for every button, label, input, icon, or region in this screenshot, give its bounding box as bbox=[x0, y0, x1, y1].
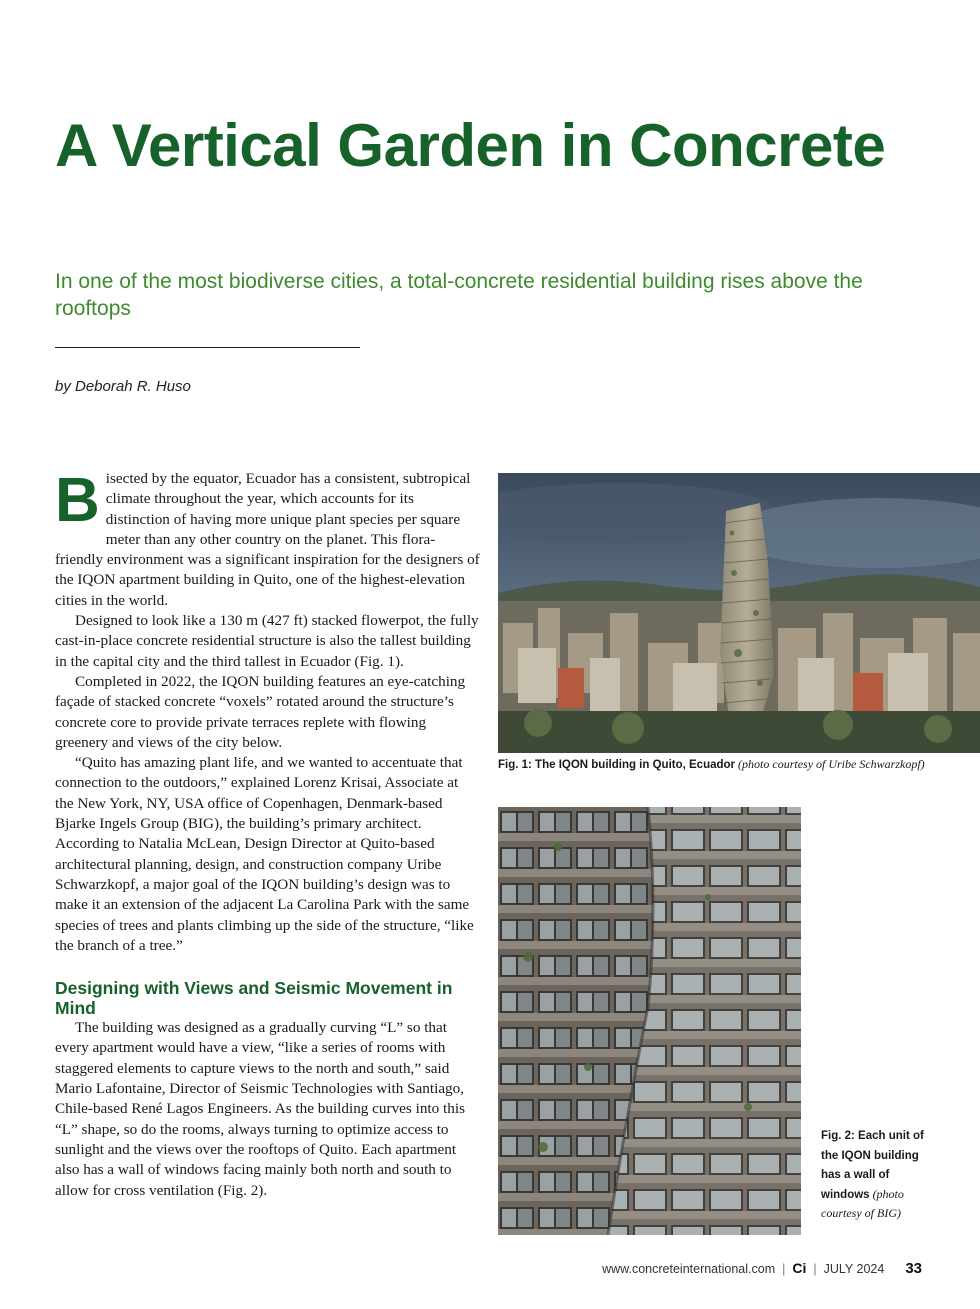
page-footer bbox=[602, 1260, 922, 1277]
figure-1-credit: (photo courtesy of Uribe Schwarzkopf) bbox=[738, 757, 925, 771]
figure-1-label: Fig. 1: The IQON building in Quito, Ecuador bbox=[498, 759, 736, 771]
footer-website: www.concreteinternational.com bbox=[602, 1262, 776, 1276]
page-number: 33 bbox=[905, 1260, 922, 1277]
figure-1-caption bbox=[498, 756, 928, 774]
body-paragraph: Designed to look like a 130 m (427 ft) stacked flowerpot, the fully cast-in-place concrete residential structure is also the tallest building in the capital city and the third tallest in Ecuador (Fig. 1). bbox=[55, 612, 479, 670]
title-divider bbox=[55, 347, 360, 348]
body-paragraph: “Quito has amazing plant life, and we wanted to accentuate that connection to the outdoors,” explained Lorenz Krisai, Associate at the New York, NY, USA office of Copenhagen, Denmark-based Bjarke Ingels Group (BIG), the building’s primary architect. According to Natalia McLean, Design Director at Quito-based architectural planning, design, and construction company Uribe Schwarzkopf, a major goal of the IQON building’s design was to make it an extension of the adjacent La Carolina Park with the same species of trees and plants climbing up the side of the structure, “like the branch of a tree.” bbox=[55, 754, 474, 954]
figure-2-caption bbox=[821, 1126, 931, 1223]
article-title: A Vertical Garden in Concrete bbox=[55, 112, 886, 179]
body-paragraph bbox=[55, 466, 480, 611]
figure-2-credit: (photo courtesy of BIG) bbox=[821, 1186, 904, 1220]
body-column bbox=[55, 466, 480, 1201]
figure-2-photo bbox=[498, 807, 801, 1235]
footer-separator: | bbox=[813, 1262, 817, 1276]
footer-separator: | bbox=[782, 1262, 786, 1276]
drop-cap: B bbox=[55, 466, 100, 535]
body-paragraph: The building was designed as a gradually curving “L” so that every apartment would have a view, “like a series of rooms with staggered elements to capture views to the north and south,” said Mario Lafontaine, Director of Seismic Technologies with Santiago, Chile-based René Lagos Engineers. As the building curves into this “L” shape, so do the rooms, always turning to optimize access to sunlight and the views over the rooftops of Quito. Each apartment also has a wall of windows facing mainly both north and south to allow for cross ventilation (Fig. 2). bbox=[55, 1019, 465, 1199]
figure-2-label: Fig. 2: Each unit of the IQON building has a wall of windows bbox=[821, 1130, 924, 1201]
paragraph-text: isected by the equator, Ecuador has a consistent, subtropical climate throughout the year, which accounts for its distinction of having more unique plant species per square meter than any other country on the planet. This flora-friendly environment was a significant inspiration for the designers of the IQON apartment building in Quito, one of the highest-elevation cities in the world. bbox=[55, 470, 480, 609]
footer-issue: JULY 2024 bbox=[823, 1262, 885, 1276]
facade-illustration bbox=[498, 807, 801, 1235]
byline: by Deborah R. Huso bbox=[55, 378, 191, 395]
magazine-logo: Ci bbox=[792, 1260, 807, 1276]
city-skyline-illustration bbox=[498, 473, 980, 753]
section-heading: Designing with Views and Seismic Movement in Mind bbox=[55, 978, 453, 1019]
body-paragraph: Completed in 2022, the IQON building features an eye-catching façade of stacked concrete “voxels” rotated around the structure’s concrete core to provide private terraces replete with flowing greenery and views of the city below. bbox=[55, 672, 466, 751]
article-subtitle: In one of the most biodiverse cities, a total-concrete residential building rises above the rooftops bbox=[55, 270, 863, 320]
figure-1-photo bbox=[498, 473, 980, 753]
